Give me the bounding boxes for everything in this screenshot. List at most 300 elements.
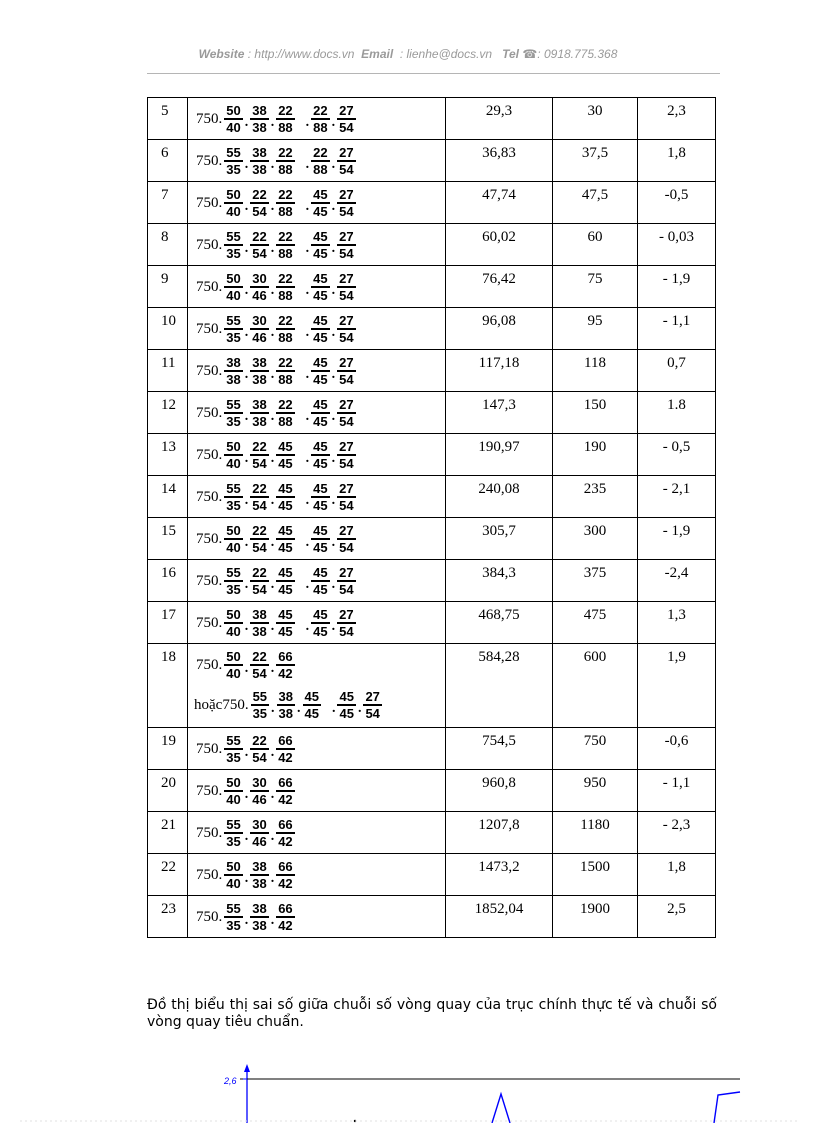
fraction-denominator: 38 bbox=[252, 414, 267, 429]
fraction-denominator: 35 bbox=[226, 330, 241, 345]
fraction-numerator: 55 bbox=[226, 901, 241, 916]
speed-formula bbox=[188, 224, 445, 264]
fraction-numerator: 45 bbox=[313, 481, 328, 496]
row-index: 8 bbox=[148, 224, 188, 266]
formula-coefficient: 750. bbox=[196, 489, 223, 505]
multiply-dot: . bbox=[270, 115, 275, 130]
fraction-numerator: 55 bbox=[226, 145, 241, 160]
fraction-numerator: 55 bbox=[226, 481, 241, 496]
fraction-denominator: 54 bbox=[339, 162, 354, 177]
fraction-denominator: 40 bbox=[226, 204, 241, 219]
standard-speed-cell: 600 bbox=[553, 644, 638, 728]
gear-ratio-fraction bbox=[311, 355, 329, 387]
fraction-denominator: 35 bbox=[252, 706, 268, 721]
standard-speed-cell: 950 bbox=[553, 770, 638, 812]
multiply-dot: . bbox=[244, 409, 249, 424]
tel-value: : 0918.775.368 bbox=[537, 47, 618, 61]
fraction-denominator: 88 bbox=[313, 162, 328, 177]
fraction-denominator: 45 bbox=[339, 706, 354, 721]
table-row bbox=[148, 812, 716, 854]
fraction-numerator: 22 bbox=[278, 397, 293, 412]
formula-cell bbox=[188, 854, 446, 896]
speed-formula bbox=[188, 140, 445, 180]
fraction-numerator: 27 bbox=[339, 187, 354, 202]
gear-ratio-fraction bbox=[311, 271, 329, 303]
formula-coefficient: 750. bbox=[196, 363, 223, 379]
gear-ratio-fraction bbox=[250, 313, 268, 345]
multiply-dot: . bbox=[305, 493, 310, 508]
multiply-dot: . bbox=[331, 241, 336, 256]
fraction-numerator: 55 bbox=[226, 733, 241, 748]
standard-speed-cell: 118 bbox=[553, 350, 638, 392]
standard-speed-cell: 235 bbox=[553, 476, 638, 518]
fraction-numerator: 27 bbox=[339, 397, 354, 412]
multiply-dot: . bbox=[244, 661, 249, 676]
fraction-denominator: 40 bbox=[226, 792, 241, 807]
gear-ratio-fraction bbox=[311, 103, 329, 135]
fraction-numerator: 27 bbox=[365, 689, 380, 704]
error-percent-cell: 2,3 bbox=[638, 98, 716, 140]
fraction-denominator: 54 bbox=[339, 330, 354, 345]
gear-ratio-fraction bbox=[311, 313, 329, 345]
gear-ratio-fraction bbox=[276, 103, 294, 135]
table-row bbox=[148, 896, 716, 938]
fraction-denominator: 45 bbox=[313, 498, 328, 513]
gear-ratio-fraction bbox=[250, 607, 268, 639]
multiply-dot: . bbox=[270, 367, 275, 382]
gear-ratio-fraction bbox=[311, 229, 329, 261]
gear-ratio-fraction bbox=[276, 481, 294, 513]
fraction-numerator: 45 bbox=[313, 607, 328, 622]
gear-ratio-fraction bbox=[276, 271, 294, 303]
gear-speed-table bbox=[147, 97, 716, 938]
calculated-speed-cell: 96,08 bbox=[446, 308, 553, 350]
multiply-dot: . bbox=[270, 871, 275, 886]
multiply-dot: . bbox=[270, 913, 275, 928]
fraction-denominator: 42 bbox=[278, 918, 293, 933]
gear-ratio-fraction bbox=[337, 607, 355, 639]
table-row bbox=[148, 266, 716, 308]
gear-ratio-fraction bbox=[250, 271, 268, 303]
gear-ratio-fraction bbox=[276, 187, 294, 219]
calculated-speed-cell: 117,18 bbox=[446, 350, 553, 392]
multiply-dot: . bbox=[244, 535, 249, 550]
error-percent-cell: 1.8 bbox=[638, 392, 716, 434]
multiply-dot: . bbox=[244, 325, 249, 340]
formula-cell bbox=[188, 392, 446, 434]
multiply-dot: . bbox=[244, 157, 249, 172]
fraction-denominator: 88 bbox=[278, 288, 293, 303]
fraction-numerator: 27 bbox=[339, 103, 354, 118]
fraction-numerator: 66 bbox=[278, 859, 293, 874]
fraction-numerator: 30 bbox=[252, 271, 267, 286]
gear-ratio-fraction bbox=[224, 859, 242, 891]
multiply-dot: . bbox=[331, 199, 336, 214]
gear-ratio-fraction bbox=[224, 901, 242, 933]
error-percent-cell: 1,8 bbox=[638, 854, 716, 896]
calculated-speed-cell: 36,83 bbox=[446, 140, 553, 182]
formula-cell bbox=[188, 602, 446, 644]
multiply-dot: . bbox=[270, 157, 275, 172]
gear-ratio-fraction bbox=[276, 733, 294, 765]
formula-coefficient: 750. bbox=[196, 657, 223, 673]
y-tick-label: 2,6 bbox=[224, 1076, 237, 1086]
gear-ratio-fraction bbox=[276, 355, 294, 387]
fraction-denominator: 45 bbox=[313, 582, 328, 597]
fraction-denominator: 54 bbox=[252, 204, 267, 219]
fraction-denominator: 54 bbox=[339, 204, 354, 219]
gear-ratio-fraction bbox=[337, 481, 355, 513]
standard-speed-cell: 475 bbox=[553, 602, 638, 644]
fraction-denominator: 38 bbox=[226, 372, 241, 387]
formula-coefficient: 750. bbox=[196, 111, 223, 127]
table-row bbox=[148, 518, 716, 560]
row-index: 7 bbox=[148, 182, 188, 224]
fraction-denominator: 46 bbox=[252, 288, 267, 303]
gear-ratio-fraction bbox=[250, 481, 268, 513]
fraction-denominator: 54 bbox=[339, 498, 354, 513]
error-percent-cell: - 1,9 bbox=[638, 266, 716, 308]
error-percent-cell: 1,3 bbox=[638, 602, 716, 644]
calculated-speed-cell: 305,7 bbox=[446, 518, 553, 560]
standard-speed-cell: 60 bbox=[553, 224, 638, 266]
error-curve-segment-2 bbox=[714, 1092, 740, 1123]
gear-ratio-fraction bbox=[250, 103, 268, 135]
fraction-numerator: 55 bbox=[226, 313, 241, 328]
gear-ratio-fraction bbox=[224, 229, 242, 261]
speed-formula bbox=[188, 308, 445, 348]
gear-ratio-fraction bbox=[276, 145, 294, 177]
formula-coefficient: 750. bbox=[196, 531, 223, 547]
gear-ratio-fraction bbox=[311, 607, 329, 639]
formula-coefficient: 750. bbox=[196, 867, 223, 883]
multiply-dot: . bbox=[305, 283, 310, 298]
fraction-denominator: 38 bbox=[252, 876, 267, 891]
table-row bbox=[148, 728, 716, 770]
fraction-numerator: 50 bbox=[226, 775, 241, 790]
gear-ratio-fraction bbox=[224, 355, 242, 387]
gear-ratio-fraction bbox=[276, 817, 294, 849]
formula-coefficient: hoặc750. bbox=[194, 697, 249, 713]
error-percent-cell: - 2,1 bbox=[638, 476, 716, 518]
multiply-dot: . bbox=[244, 241, 249, 256]
fraction-numerator: 45 bbox=[278, 439, 293, 454]
fraction-denominator: 45 bbox=[313, 372, 328, 387]
fraction-denominator: 45 bbox=[313, 246, 328, 261]
fraction-denominator: 38 bbox=[252, 162, 267, 177]
fraction-numerator: 27 bbox=[339, 313, 354, 328]
table-row bbox=[148, 98, 716, 140]
fraction-denominator: 45 bbox=[313, 540, 328, 555]
formula-coefficient: 750. bbox=[196, 909, 223, 925]
gear-ratio-fraction bbox=[224, 313, 242, 345]
multiply-dot: . bbox=[331, 619, 336, 634]
multiply-dot: . bbox=[244, 199, 249, 214]
gear-ratio-fraction bbox=[250, 397, 268, 429]
row-index: 16 bbox=[148, 560, 188, 602]
fraction-numerator: 45 bbox=[313, 229, 328, 244]
fraction-numerator: 45 bbox=[313, 355, 328, 370]
row-index: 5 bbox=[148, 98, 188, 140]
multiply-dot: . bbox=[305, 199, 310, 214]
fraction-numerator: 30 bbox=[252, 313, 267, 328]
table-row bbox=[148, 770, 716, 812]
row-index: 10 bbox=[148, 308, 188, 350]
fraction-denominator: 40 bbox=[226, 288, 241, 303]
fraction-numerator: 50 bbox=[226, 439, 241, 454]
table-row bbox=[148, 644, 716, 728]
fraction-numerator: 22 bbox=[252, 439, 267, 454]
multiply-dot: . bbox=[270, 199, 275, 214]
formula-coefficient: 750. bbox=[196, 237, 223, 253]
fraction-denominator: 45 bbox=[278, 456, 293, 471]
multiply-dot: . bbox=[244, 493, 249, 508]
multiply-dot: . bbox=[305, 157, 310, 172]
fraction-denominator: 88 bbox=[278, 162, 293, 177]
multiply-dot: . bbox=[357, 701, 362, 716]
gear-ratio-fraction bbox=[224, 481, 242, 513]
fraction-numerator: 38 bbox=[252, 901, 267, 916]
gear-ratio-fraction bbox=[337, 313, 355, 345]
speed-formula bbox=[188, 476, 445, 516]
row-index: 11 bbox=[148, 350, 188, 392]
multiply-dot: . bbox=[271, 701, 275, 716]
fraction-numerator: 27 bbox=[339, 481, 354, 496]
gear-ratio-fraction bbox=[337, 145, 355, 177]
gear-ratio-fraction bbox=[224, 775, 242, 807]
fraction-denominator: 38 bbox=[278, 706, 294, 721]
row-index: 14 bbox=[148, 476, 188, 518]
formula-cell bbox=[188, 350, 446, 392]
error-percent-cell: - 2,3 bbox=[638, 812, 716, 854]
multiply-dot: . bbox=[270, 577, 275, 592]
fraction-numerator: 38 bbox=[252, 355, 267, 370]
email-value[interactable]: : lienhe@docs.vn bbox=[399, 47, 493, 61]
fraction-numerator: 22 bbox=[278, 355, 293, 370]
fraction-denominator: 35 bbox=[226, 918, 241, 933]
fraction-denominator: 45 bbox=[278, 540, 293, 555]
formula-cell bbox=[188, 560, 446, 602]
fraction-denominator: 35 bbox=[226, 750, 241, 765]
speed-formula bbox=[188, 434, 445, 474]
fraction-denominator: 46 bbox=[252, 834, 267, 849]
fraction-denominator: 45 bbox=[278, 498, 293, 513]
multiply-dot: . bbox=[331, 283, 336, 298]
error-percent-cell: 1,8 bbox=[638, 140, 716, 182]
fraction-numerator: 22 bbox=[278, 313, 293, 328]
standard-speed-cell: 30 bbox=[553, 98, 638, 140]
error-curve-segment-1 bbox=[492, 1094, 510, 1123]
table-row bbox=[148, 434, 716, 476]
fraction-denominator: 35 bbox=[226, 414, 241, 429]
fraction-numerator: 45 bbox=[304, 689, 319, 704]
fraction-numerator: 38 bbox=[278, 689, 294, 704]
calculated-speed-cell: 147,3 bbox=[446, 392, 553, 434]
fraction-denominator: 54 bbox=[339, 456, 354, 471]
fraction-denominator: 88 bbox=[278, 372, 293, 387]
multiply-dot: . bbox=[244, 787, 249, 802]
row-index: 19 bbox=[148, 728, 188, 770]
calculated-speed-cell: 584,28 bbox=[446, 644, 553, 728]
fraction-numerator: 38 bbox=[252, 145, 267, 160]
fraction-numerator: 66 bbox=[278, 817, 293, 832]
speed-formula bbox=[188, 854, 445, 894]
gear-ratio-fraction bbox=[276, 859, 294, 891]
fraction-denominator: 88 bbox=[278, 246, 293, 261]
gear-ratio-fraction bbox=[250, 817, 268, 849]
gear-ratio-fraction bbox=[337, 103, 355, 135]
gear-ratio-fraction bbox=[250, 229, 268, 261]
standard-speed-cell: 1180 bbox=[553, 812, 638, 854]
gear-ratio-fraction bbox=[250, 775, 268, 807]
fraction-denominator: 54 bbox=[339, 372, 354, 387]
fraction-denominator: 40 bbox=[226, 540, 241, 555]
error-percent-cell: 2,5 bbox=[638, 896, 716, 938]
speed-formula bbox=[188, 98, 445, 138]
alternative-speed-formula bbox=[188, 684, 445, 724]
gear-ratio-fraction bbox=[276, 439, 294, 471]
fraction-denominator: 54 bbox=[252, 582, 267, 597]
fraction-denominator: 42 bbox=[278, 750, 293, 765]
fraction-denominator: 54 bbox=[365, 706, 380, 721]
formula-coefficient: 750. bbox=[196, 195, 223, 211]
error-percent-cell: 1,9 bbox=[638, 644, 716, 728]
multiply-dot: . bbox=[244, 913, 249, 928]
gear-ratio-fraction bbox=[276, 649, 294, 681]
calculated-speed-cell: 47,74 bbox=[446, 182, 553, 224]
gear-ratio-fraction bbox=[250, 859, 268, 891]
error-percent-cell: - 1,9 bbox=[638, 518, 716, 560]
fraction-numerator: 45 bbox=[313, 523, 328, 538]
formula-coefficient: 750. bbox=[196, 615, 223, 631]
speed-formula bbox=[188, 392, 445, 432]
gear-ratio-fraction bbox=[337, 229, 355, 261]
speed-formula bbox=[188, 770, 445, 810]
website-value[interactable]: : http://www.docs.vn bbox=[247, 47, 355, 61]
email-label: Email bbox=[361, 47, 394, 61]
speed-formula bbox=[188, 896, 445, 936]
speed-formula bbox=[188, 644, 445, 684]
fraction-numerator: 45 bbox=[313, 187, 328, 202]
row-index: 22 bbox=[148, 854, 188, 896]
fraction-denominator: 54 bbox=[339, 540, 354, 555]
fraction-numerator: 50 bbox=[226, 187, 241, 202]
fraction-numerator: 27 bbox=[339, 565, 354, 580]
fraction-denominator: 42 bbox=[278, 834, 293, 849]
row-index: 13 bbox=[148, 434, 188, 476]
fraction-denominator: 38 bbox=[252, 372, 267, 387]
fraction-denominator: 54 bbox=[339, 246, 354, 261]
fraction-denominator: 54 bbox=[252, 498, 267, 513]
fraction-denominator: 45 bbox=[313, 414, 328, 429]
standard-speed-cell: 1500 bbox=[553, 854, 638, 896]
fraction-numerator: 22 bbox=[252, 733, 267, 748]
fraction-numerator: 66 bbox=[278, 901, 293, 916]
table-row bbox=[148, 602, 716, 644]
row-index: 12 bbox=[148, 392, 188, 434]
formula-cell bbox=[188, 770, 446, 812]
gear-ratio-fraction bbox=[337, 271, 355, 303]
gear-ratio-fraction bbox=[311, 397, 329, 429]
gear-ratio-fraction bbox=[250, 439, 268, 471]
fraction-numerator: 45 bbox=[313, 397, 328, 412]
fraction-numerator: 38 bbox=[226, 355, 241, 370]
error-percent-cell: - 0,5 bbox=[638, 434, 716, 476]
calculated-speed-cell: 29,3 bbox=[446, 98, 553, 140]
multiply-dot: . bbox=[270, 409, 275, 424]
multiply-dot: . bbox=[331, 493, 336, 508]
fraction-numerator: 50 bbox=[226, 103, 241, 118]
row-index: 20 bbox=[148, 770, 188, 812]
gear-ratio-fraction bbox=[311, 523, 329, 555]
gear-ratio-fraction bbox=[311, 439, 329, 471]
formula-cell bbox=[188, 266, 446, 308]
speed-formula bbox=[188, 602, 445, 642]
error-percent-cell: -0,6 bbox=[638, 728, 716, 770]
fraction-numerator: 50 bbox=[226, 271, 241, 286]
error-percent-cell: -0,5 bbox=[638, 182, 716, 224]
fraction-numerator: 66 bbox=[278, 733, 293, 748]
error-percent-cell: - 1,1 bbox=[638, 308, 716, 350]
row-index: 15 bbox=[148, 518, 188, 560]
fraction-denominator: 42 bbox=[278, 792, 293, 807]
multiply-dot: . bbox=[331, 367, 336, 382]
fraction-numerator: 45 bbox=[313, 439, 328, 454]
formula-cell bbox=[188, 896, 446, 938]
fraction-denominator: 54 bbox=[339, 624, 354, 639]
multiply-dot: . bbox=[331, 325, 336, 340]
fraction-denominator: 38 bbox=[252, 918, 267, 933]
gear-ratio-fraction bbox=[250, 649, 268, 681]
fraction-denominator: 45 bbox=[313, 204, 328, 219]
multiply-dot: . bbox=[305, 115, 310, 130]
gear-ratio-fraction bbox=[224, 103, 242, 135]
standard-speed-cell: 75 bbox=[553, 266, 638, 308]
phone-icon: ☎ bbox=[522, 47, 538, 61]
calculated-speed-cell: 76,42 bbox=[446, 266, 553, 308]
table-row bbox=[148, 308, 716, 350]
fraction-numerator: 22 bbox=[278, 229, 293, 244]
gear-ratio-fraction bbox=[276, 775, 294, 807]
graph-caption: Đồ thị biểu thị sai số giữa chuỗi số vòng quay của trục chính thực tế và chuỗi số vòng quay tiêu chuẩn. bbox=[147, 997, 717, 1030]
fraction-denominator: 35 bbox=[226, 498, 241, 513]
tel-label: Tel bbox=[502, 47, 519, 61]
gear-ratio-fraction bbox=[303, 689, 321, 721]
formula-cell bbox=[188, 98, 446, 140]
gear-ratio-fraction bbox=[276, 397, 294, 429]
gear-ratio-fraction bbox=[250, 565, 268, 597]
speed-formula bbox=[188, 266, 445, 306]
multiply-dot: . bbox=[244, 871, 249, 886]
fraction-numerator: 22 bbox=[278, 103, 293, 118]
gear-ratio-fraction bbox=[250, 733, 268, 765]
fraction-numerator: 45 bbox=[313, 271, 328, 286]
formula-coefficient: 750. bbox=[196, 321, 223, 337]
multiply-dot: . bbox=[331, 701, 336, 716]
fraction-denominator: 40 bbox=[226, 624, 241, 639]
speed-formula bbox=[188, 182, 445, 222]
multiply-dot: . bbox=[270, 661, 275, 676]
fraction-denominator: 88 bbox=[278, 204, 293, 219]
gear-ratio-fraction bbox=[276, 901, 294, 933]
gear-ratio-fraction bbox=[337, 523, 355, 555]
fraction-numerator: 38 bbox=[252, 103, 267, 118]
fraction-numerator: 22 bbox=[252, 565, 267, 580]
fraction-numerator: 45 bbox=[278, 607, 293, 622]
formula-coefficient: 750. bbox=[196, 741, 223, 757]
row-index: 6 bbox=[148, 140, 188, 182]
gear-ratio-fraction bbox=[250, 523, 268, 555]
